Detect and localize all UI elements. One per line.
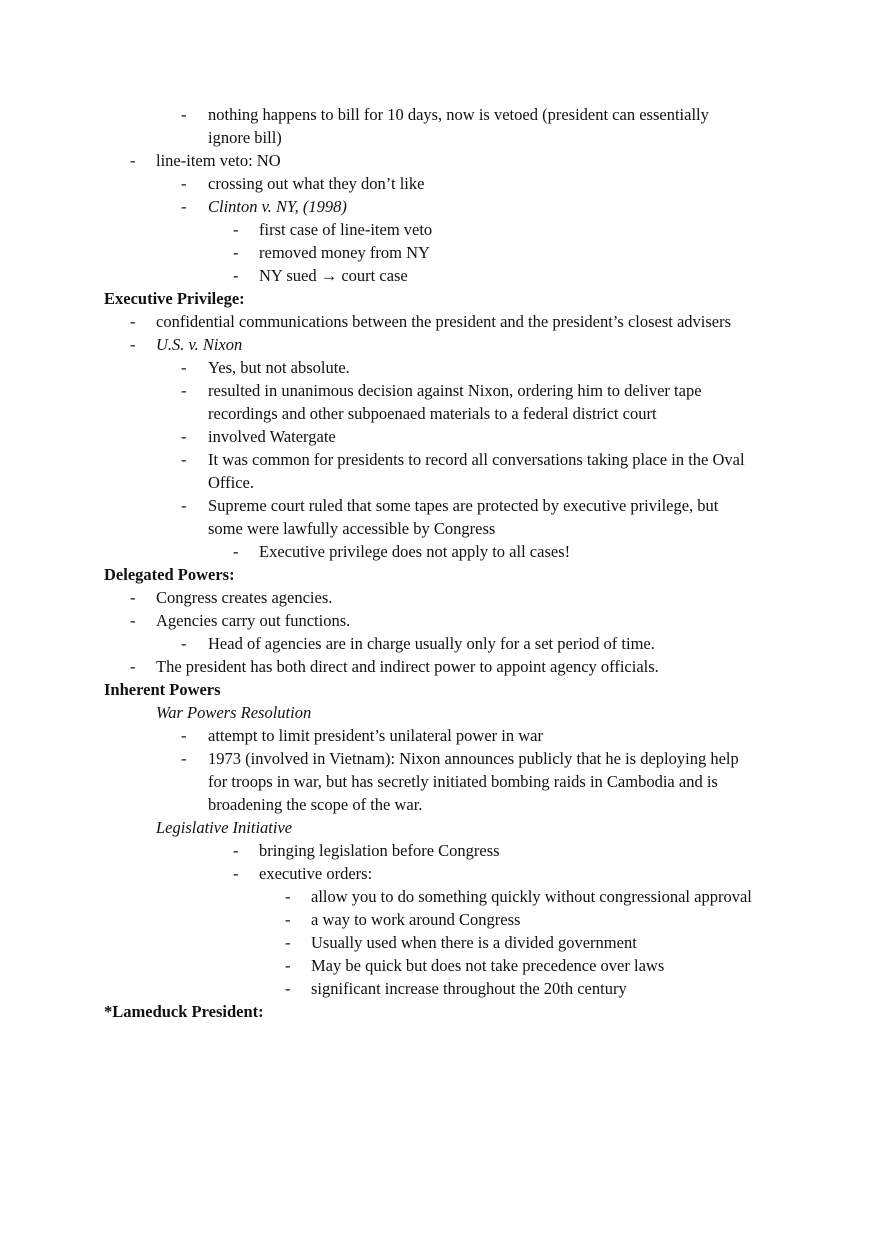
list-item (0, 103, 880, 126)
list-item (0, 839, 880, 862)
item-text: confidential communications between the president and the president’s closest advisers (156, 312, 732, 331)
item-text: 1973 (involved in Vietnam): Nixon announces publicly that he is deploying help (208, 749, 739, 768)
list-item (0, 241, 880, 264)
section-heading-row (0, 287, 880, 310)
list-item (0, 586, 880, 609)
item-text: some were lawfully accessible by Congress (208, 519, 496, 538)
list-item (0, 172, 880, 195)
item-text: It was common for presidents to record all conversations taking place in the Oval (208, 450, 745, 469)
list-item (0, 310, 880, 333)
list-item (0, 356, 880, 379)
item-text: resulted in unanimous decision against Nixon, ordering him to deliver tape (208, 381, 702, 400)
bullet-dash: - (285, 933, 291, 952)
bullet-dash: - (285, 956, 291, 975)
section-heading-row (0, 1000, 880, 1023)
list-item (0, 747, 880, 770)
case-citation: U.S. v. Nixon (156, 335, 243, 354)
section-heading: Delegated Powers: (104, 565, 235, 584)
list-item (0, 655, 880, 678)
subsection-title: Legislative Initiative (156, 818, 293, 837)
item-text: first case of line-item veto (259, 220, 433, 239)
bullet-dash: - (181, 174, 187, 193)
bullet-dash: - (233, 243, 239, 262)
list-item-continuation (0, 517, 880, 540)
list-item (0, 862, 880, 885)
list-item-continuation (0, 471, 880, 494)
item-text: Congress creates agencies. (156, 588, 333, 607)
item-text: recordings and other subpoenaed materials to a federal district court (208, 404, 657, 423)
item-text: removed money from NY (259, 243, 430, 262)
bullet-dash: - (285, 887, 291, 906)
list-item (0, 724, 880, 747)
subsection-row (0, 816, 880, 839)
item-text: line-item veto: NO (156, 151, 281, 170)
list-item (0, 885, 880, 908)
list-item (0, 425, 880, 448)
bullet-dash: - (130, 151, 136, 170)
list-item-continuation (0, 402, 880, 425)
bullet-dash: - (181, 634, 187, 653)
list-item (0, 494, 880, 517)
item-text: crossing out what they don’t like (208, 174, 425, 193)
list-item (0, 333, 880, 356)
section-heading: Inherent Powers (104, 680, 221, 699)
list-item (0, 149, 880, 172)
list-item-continuation (0, 793, 880, 816)
bullet-dash: - (181, 726, 187, 745)
item-text: Agencies carry out functions. (156, 611, 351, 630)
bullet-dash: - (181, 749, 187, 768)
bullet-dash: - (130, 588, 136, 607)
item-text: nothing happens to bill for 10 days, now is vetoed (president can essentially (208, 105, 709, 124)
case-citation: Clinton v. NY, (1998) (208, 197, 347, 216)
list-item (0, 195, 880, 218)
item-text: significant increase throughout the 20th century (311, 979, 627, 998)
bullet-dash: - (181, 450, 187, 469)
list-item-continuation (0, 770, 880, 793)
bullet-dash: - (181, 197, 187, 216)
section-heading: Executive Privilege: (104, 289, 245, 308)
item-text: broadening the scope of the war. (208, 795, 423, 814)
item-text: Usually used when there is a divided government (311, 933, 637, 952)
bullet-dash: - (285, 979, 291, 998)
bullet-dash: - (233, 220, 239, 239)
item-text: Head of agencies are in charge usually only for a set period of time. (208, 634, 655, 653)
item-text: Office. (208, 473, 254, 492)
list-item (0, 908, 880, 931)
document-page (0, 103, 880, 1023)
list-item (0, 632, 880, 655)
item-text: bringing legislation before Congress (259, 841, 500, 860)
bullet-dash: - (181, 358, 187, 377)
list-item-continuation (0, 126, 880, 149)
item-text: attempt to limit president’s unilateral power in war (208, 726, 543, 745)
item-text: ignore bill) (208, 128, 282, 147)
item-text: allow you to do something quickly without congressional approval (311, 887, 752, 906)
item-text: involved Watergate (208, 427, 336, 446)
list-item (0, 379, 880, 402)
list-item (0, 448, 880, 471)
bullet-dash: - (233, 864, 239, 883)
section-heading-row (0, 678, 880, 701)
item-text: Supreme court ruled that some tapes are protected by executive privilege, but (208, 496, 719, 515)
item-text: May be quick but does not take precedence over laws (311, 956, 665, 975)
list-item (0, 977, 880, 1000)
subsection-row (0, 701, 880, 724)
list-item (0, 609, 880, 632)
bullet-dash: - (130, 611, 136, 630)
list-item (0, 540, 880, 563)
bullet-dash: - (233, 841, 239, 860)
item-text: for troops in war, but has secretly initiated bombing raids in Cambodia and is (208, 772, 718, 791)
bullet-dash: - (130, 335, 136, 354)
list-item (0, 931, 880, 954)
list-item (0, 218, 880, 241)
item-text: executive orders: (259, 864, 373, 883)
item-text: a way to work around Congress (311, 910, 521, 929)
subsection-title: War Powers Resolution (156, 703, 312, 722)
bullet-dash: - (233, 542, 239, 561)
section-heading-row (0, 563, 880, 586)
item-text: Executive privilege does not apply to all cases! (259, 542, 571, 561)
item-text: NY sued → court case (259, 266, 408, 285)
list-item (0, 264, 880, 287)
bullet-dash: - (181, 381, 187, 400)
bullet-dash: - (181, 427, 187, 446)
bullet-dash: - (285, 910, 291, 929)
item-text: Yes, but not absolute. (208, 358, 350, 377)
bullet-dash: - (233, 266, 239, 285)
bullet-dash: - (130, 657, 136, 676)
item-text: The president has both direct and indirect power to appoint agency officials. (156, 657, 659, 676)
list-item (0, 954, 880, 977)
section-heading: *Lameduck President: (104, 1002, 264, 1021)
bullet-dash: - (181, 496, 187, 515)
bullet-dash: - (181, 105, 187, 124)
bullet-dash: - (130, 312, 136, 331)
